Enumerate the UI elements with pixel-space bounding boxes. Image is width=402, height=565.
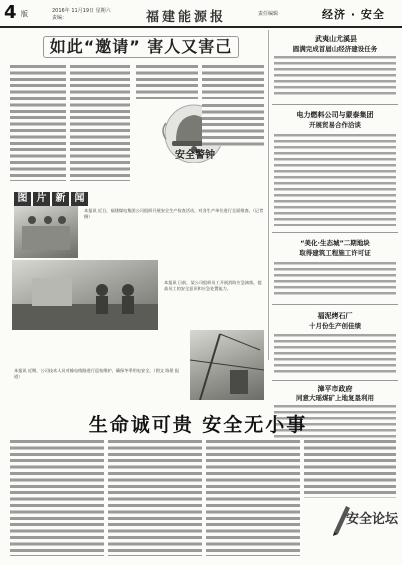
- brief-5-subtitle: 同意大瑶煤矿上地复垦利用: [296, 394, 374, 402]
- brief-4-text: [274, 332, 396, 374]
- brief-4-title: 福泥烤石厂: [317, 312, 353, 320]
- photo-caption-1: 本报讯 近日，福建煤电集团公司组织开展安全生产检查活动，对各生产单位进行全面排查。（记者 摄）: [84, 208, 264, 220]
- news-photo-2: [12, 260, 158, 330]
- photo-news-char: 图: [14, 192, 31, 206]
- brief-5-title: 漳平市政府: [317, 385, 353, 393]
- section-title: 经济 · 安全: [322, 8, 385, 21]
- brief-2-text: [274, 132, 396, 226]
- masthead: 福建能源报: [146, 10, 227, 25]
- feature-text-col-4: [202, 63, 264, 99]
- photo-news-char: 片: [33, 192, 50, 206]
- bottom-text-col-4: [304, 438, 396, 498]
- photo-caption-3: 本报讯 近期，公司技术人员对输电线路进行巡检维护，确保冬季用电安全。（图文 陈景 报道）: [14, 368, 180, 380]
- bottom-text-col-2: [108, 438, 202, 556]
- brief-2-subtitle: 开展贸易合作洽谈: [309, 121, 361, 129]
- photo-caption-2: 本报讯 日前，某公司组织员工开展消防应急演练，提高员工的安全意识和应急处置能力。: [164, 280, 262, 292]
- news-photo-1: [14, 206, 78, 258]
- illustration-caption: 安全警钟: [175, 150, 215, 161]
- photo-news-label: [14, 186, 94, 204]
- brief-1-subtitle: 圆满完成首届山经济建设任务: [292, 45, 378, 53]
- feature-text-col-2: [70, 63, 130, 181]
- photo-news-char: 新: [52, 192, 69, 206]
- brief-1-title: 武夷山尤溪县: [315, 35, 357, 43]
- brief-3-subtitle: 取得建筑工程施工许可证: [299, 249, 371, 257]
- brief-4-subtitle: 十月份生产创佳绩: [309, 322, 361, 330]
- photo-news-char: 闻: [71, 192, 88, 206]
- editor-right: 责任编辑: [258, 11, 279, 17]
- date-line: 2016年 11月19日 星期六: [52, 8, 111, 14]
- brief-3-title: “美化·生态城”二期地块: [300, 239, 370, 247]
- feature-text-col-1: [10, 63, 66, 181]
- brief-divider: [272, 104, 398, 105]
- brief-divider: [272, 304, 398, 305]
- brief-1-text: [274, 54, 396, 98]
- photo-3-scene: [190, 330, 264, 400]
- bottom-text-col-3: [206, 438, 300, 556]
- header-rule: [0, 26, 402, 28]
- page-number-suffix: 版: [21, 10, 28, 18]
- feature-text-col-5: [202, 102, 264, 146]
- page-header: [0, 0, 402, 30]
- photo-2-scene: [12, 260, 158, 330]
- page-number: 4: [4, 2, 17, 23]
- editor-line: 责编：: [52, 15, 68, 21]
- forum-label: 安全论坛: [346, 512, 399, 527]
- column-divider: [268, 30, 269, 360]
- brief-divider: [272, 380, 398, 381]
- bottom-text-col-1: [10, 438, 104, 556]
- brief-2-title: 电力燃料公司与蒙泰集团: [296, 111, 374, 119]
- brief-divider: [272, 232, 398, 233]
- brief-3-text: [274, 260, 396, 298]
- bottom-headline: 生命诚可贵 安全无小事: [88, 414, 308, 436]
- photo-1-scene: [14, 206, 78, 258]
- news-photo-3: [190, 330, 264, 400]
- feature-text-col-3: [136, 63, 198, 99]
- feature-headline: 如此“邀请” 害人又害己: [43, 36, 239, 58]
